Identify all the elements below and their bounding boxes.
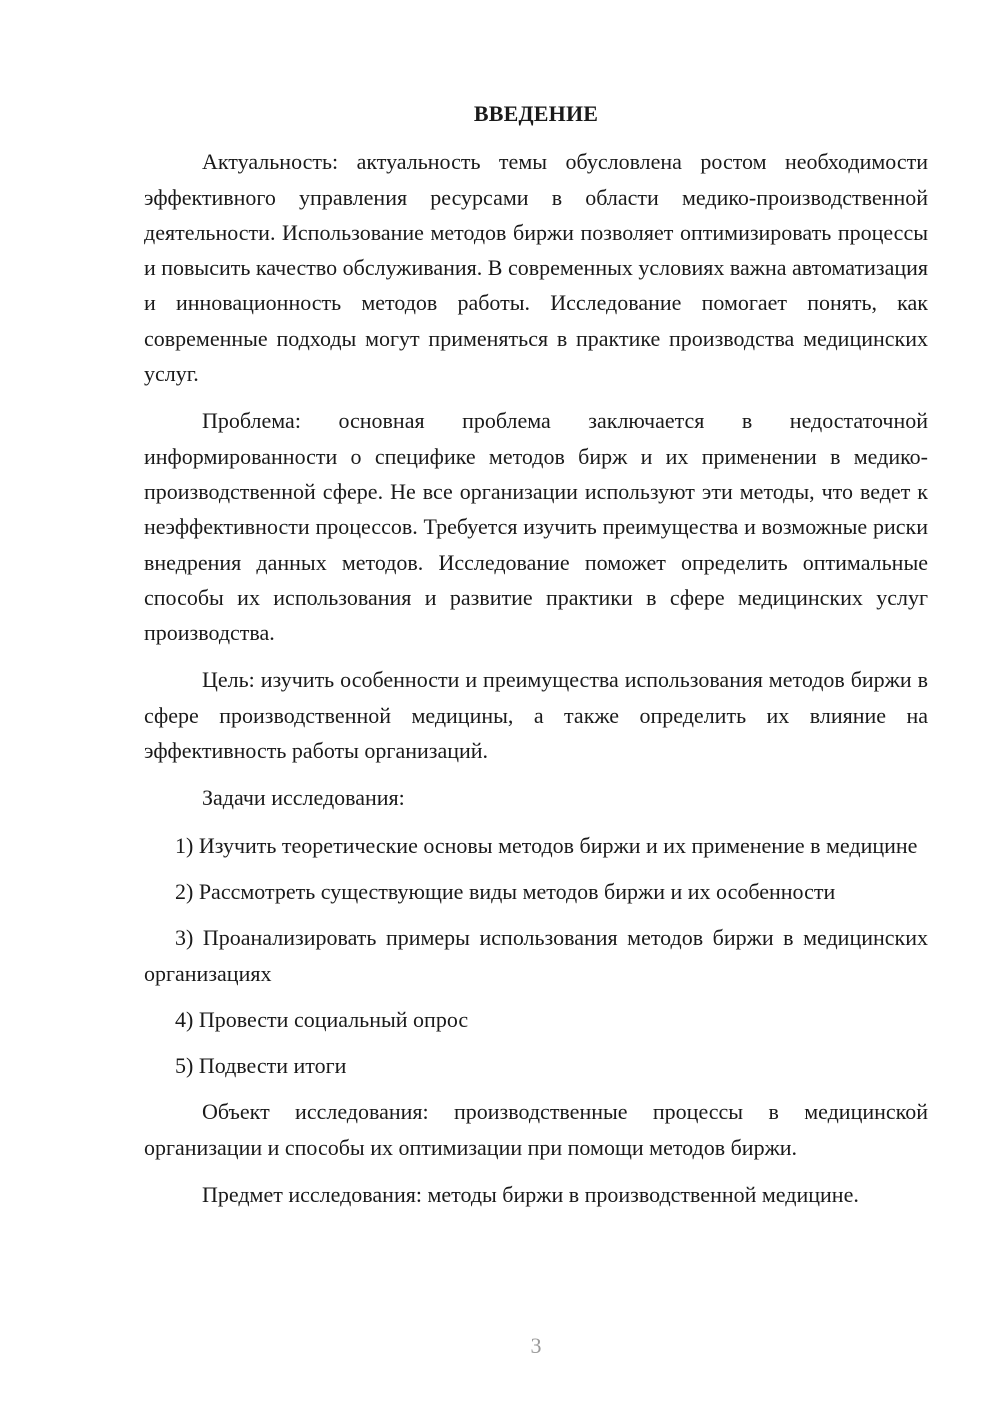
object-paragraph: Объект исследования: производственные процессы в медицинской организации и способы их оптимизации при помощи методов биржи. (144, 1099, 928, 1160)
problem-paragraph: Проблема: основная проблема заключается в недостаточной информированности о специфике методов бирж и их применении в медико-производственной сфере. Не все организации используют эти методы, что ведет к неэффективности процессов. Требуется изучить преимущества и возможные риски внедрения данных методов. Исследование поможет определить оптимальные способы их использования и развитие практики в сфере медицинских услуг производства. (144, 408, 928, 646)
task-item: 1) Изучить теоретические основы методов биржи и их применение в медицине (175, 832, 918, 858)
task-item: 4) Провести социальный опрос (175, 1006, 469, 1032)
goal-paragraph: Цель: изучить особенности и преимущества использования методов биржи в сфере производственной медицины, а также определить их влияние на эффективность работы организаций. (144, 667, 928, 764)
page-number: 3 (530, 1333, 542, 1358)
task-item: 2) Рассмотреть существующие виды методов биржи и их особенности (175, 878, 836, 904)
section-heading: ВВЕДЕНИЕ (473, 101, 599, 126)
subject-paragraph: Предмет исследования: методы биржи в производственной медицине. (202, 1182, 859, 1208)
document-body (144, 96, 928, 1224)
task-item: 5) Подвести итоги (175, 1053, 347, 1079)
relevance-paragraph: Актуальность: актуальность темы обусловлена ростом необходимости эффективного управления ресурсами в области медико-производственной деятельности. Использование методов биржи позволяет оптимизировать процессы и повысить качество обслуживания. В современных условиях важна автоматизация и инновационность методов работы. Исследование помогает понять, как современные подходы могут применяться в практике производства медицинских услуг. (144, 149, 928, 387)
task-item: 3) Проанализировать примеры использования методов биржи в медицинских организациях (144, 925, 928, 986)
tasks-title: Задачи исследования: (202, 785, 405, 811)
